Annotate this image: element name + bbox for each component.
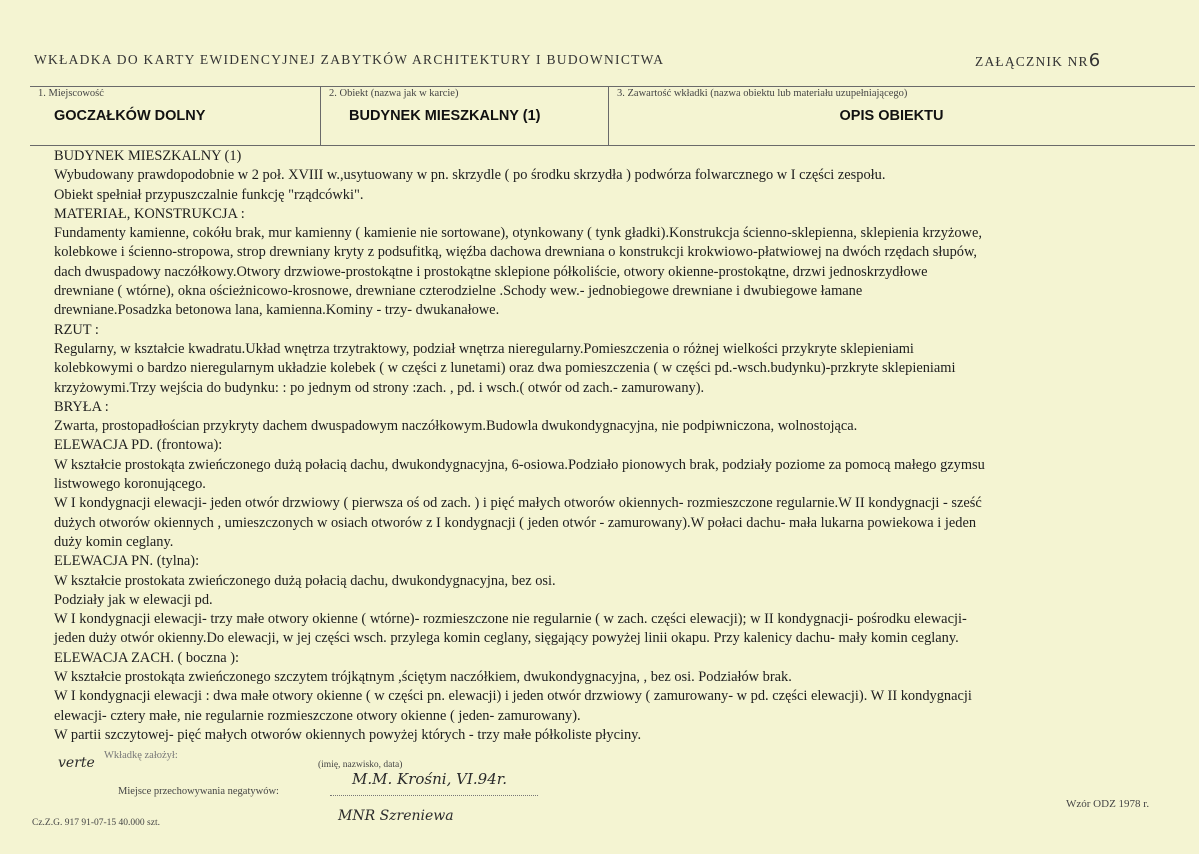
description-line: dużych otworów okiennych , umieszczonych w osiach otworów z I kondygnacji ( jeden otwór - zamurowany).W połaci dachu- mała lukarna powiekowa i jeden: [54, 514, 977, 531]
field-object-label: 2. Obiekt (nazwa jak w karcie): [329, 88, 459, 99]
description-line: W kształcie prostokąta zwieńczonego dużą połacią dachu, dwukondygnacyjna, 6-osiowa.Podziało pionowych brak, podziały poziome za pomocą małego gzymsu: [54, 456, 985, 473]
field-contents-value: OPIS OBIEKTU: [839, 108, 944, 124]
description-line: drewniane.Posadzka betonowa lana, kamienna.Kominy - trzy- dwukanałowe.: [54, 302, 500, 319]
description-line: listwowego koronującego.: [54, 476, 206, 493]
storage-value: MNR Szreniewa: [338, 808, 454, 824]
field-object: [320, 87, 609, 145]
annex-label-text: ZAŁĄCZNIK NR: [975, 54, 1089, 69]
form-code: Wzór ODZ 1978 r.: [1066, 798, 1150, 810]
description-line: Regularny, w kształcie kwadratu.Układ wnętrza trzytraktowy, podział wnętrza nieregularny.Pomieszczenia o różnej wielkości przykryte sklepieniami: [54, 340, 914, 357]
description-line: W kształcie prostokąta zwieńczonego szczytem trójkątnym ,ściętym naczółkiem, dwukondygnacyjna, , bez osi. Podziałów brak.: [54, 669, 792, 686]
description-line: ELEWACJA PN. (tylna):: [54, 553, 200, 570]
description-line: RZUT :: [54, 321, 99, 338]
author-signature: M.M. Krośni, VI.94r.: [352, 770, 508, 788]
field-contents-label: 3. Zawartość wkładki (nazwa obiektu lub materiału uzupełniającego): [617, 88, 908, 99]
description-line: krzyżowymi.Trzy wejścia do budynku: : po jednym od strony :zach. , pd. i wsch.( otwór od zach.- zamurowany).: [54, 379, 705, 396]
description-line: kolebkowe i ścienno-stropowa, strop drewniany kryty z podsufitką, więźba dachowa drewniana o konstrukcji krokwiowo-płatwiowej na dwóch rzędach słupów,: [54, 244, 978, 261]
print-code: Cz.Z.G. 917 91-07-15 40.000 szt.: [32, 818, 160, 828]
description-line: drewniane ( wtórne), okna ościeżnicowo-krosnowe, drewniane czterodzielne .Schody wew.- jednobiegowe drewniane i dwubiegowe łamane: [54, 283, 863, 300]
description-line: W I kondygnacji elewacji- trzy małe otwory okienne ( wtórne)- rozmieszczone nie regularnie ( w zach. części elewacji); w II kondygnacji- pośrodku elewacji-: [54, 611, 967, 628]
field-object-value: BUDYNEK MIESZKALNY (1): [349, 108, 541, 124]
description-line: Wybudowany prawdopodobnie w 2 poł. XVIII w.,usytuowany w pn. skrzydle ( po środku skrzydła ) podwórza folwarcznego w I części zespołu.: [54, 167, 886, 184]
description-line: W I kondygnacji elewacji- jeden otwór drzwiowy ( pierwsza oś od zach. ) i pięć małych otworów okiennych- rozmieszczone regularnie.W II kondygnacji - sześć: [54, 495, 982, 512]
form-title: WKŁADKA DO KARTY EWIDENCYJNEJ ZABYTKÓW ARCHITEKTURY I BUDOWNICTWA: [34, 52, 665, 67]
description-line: Fundamenty kamienne, cokółu brak, mur kamienny ( kamienie nie sortowane), otynkowany ( tynk gładki).Konstrukcja ścienno-sklepienna, sklepienia krzyżowe,: [54, 225, 982, 242]
description-line: W I kondygnacji elewacji : dwa małe otwory okienne ( w części pn. elewacji) i jeden otwór drzwiowy ( zamurowany- w pd. części elewacji). W II kondygnacji: [54, 688, 972, 705]
object-description: [54, 147, 1144, 745]
field-locality-value: GOCZAŁKÓW DOLNY: [54, 108, 206, 124]
annex-number: 6: [1088, 50, 1101, 71]
description-line: duży komin ceglany.: [54, 533, 174, 550]
annex-label: [975, 50, 1100, 71]
header-fields: [30, 86, 1195, 146]
description-line: BUDYNEK MIESZKALNY (1): [54, 148, 242, 164]
author-label: Wkładkę założył:: [104, 750, 178, 761]
description-line: Obiekt spełniał przypuszczalnie funkcję "rządcówki".: [54, 186, 364, 203]
description-line: kolebkowymi o bardzo nieregularnym układzie kolebek ( w części z lunetami) oraz dwa pomieszczenia ( w części pd.-wsch.budynku)-przkryte sklepieniami: [54, 360, 956, 377]
description-line: MATERIAŁ, KONSTRUKCJA :: [54, 205, 245, 222]
description-line: ELEWACJA ZACH. ( boczna ):: [54, 649, 240, 666]
description-line: W kształcie prostokata zwieńczonego dużą połacią dachu, dwukondygnacyjna, bez osi.: [54, 572, 556, 589]
description-line: elewacji- cztery małe, nie regularnie rozmieszczone otwory okienne ( jeden- zamurowany).: [54, 707, 581, 724]
storage-label: Miejsce przechowywania negatywów:: [118, 786, 279, 797]
author-sublabel: (imię, nazwisko, data): [318, 760, 403, 770]
description-line: Podziały jak w elewacji pd.: [54, 591, 213, 608]
field-locality: [30, 87, 320, 145]
field-locality-label: 1. Miejscowość: [38, 88, 104, 99]
description-line: BRYŁA :: [54, 398, 109, 415]
verte-note: verte: [58, 755, 95, 771]
storage-line: [330, 795, 538, 796]
field-contents: [608, 87, 1196, 145]
description-line: dach dwuspadowy naczółkowy.Otwory drzwiowe-prostokątne i prostokątne sklepione półkoliście, otwory okienne-prostokątne, drzwi jednoskrzydłowe: [54, 263, 928, 280]
description-line: jeden duży otwór okienny.Do elewacji, w jej części wsch. przylega komin ceglany, sięgający powyżej linii okapu. Przy kalenicy dachu- mały komin ceglany.: [54, 630, 959, 647]
description-line: ELEWACJA PD. (frontowa):: [54, 437, 223, 454]
description-line: W partii szczytowej- pięć małych otworów okiennych powyżej których - trzy małe półkoliste płyciny.: [54, 726, 642, 743]
description-line: Zwarta, prostopadłościan przykryty dachem dwuspadowym naczółkowym.Budowla dwukondygnacyjna, nie podpiwniczona, wolnostojąca.: [54, 418, 858, 435]
